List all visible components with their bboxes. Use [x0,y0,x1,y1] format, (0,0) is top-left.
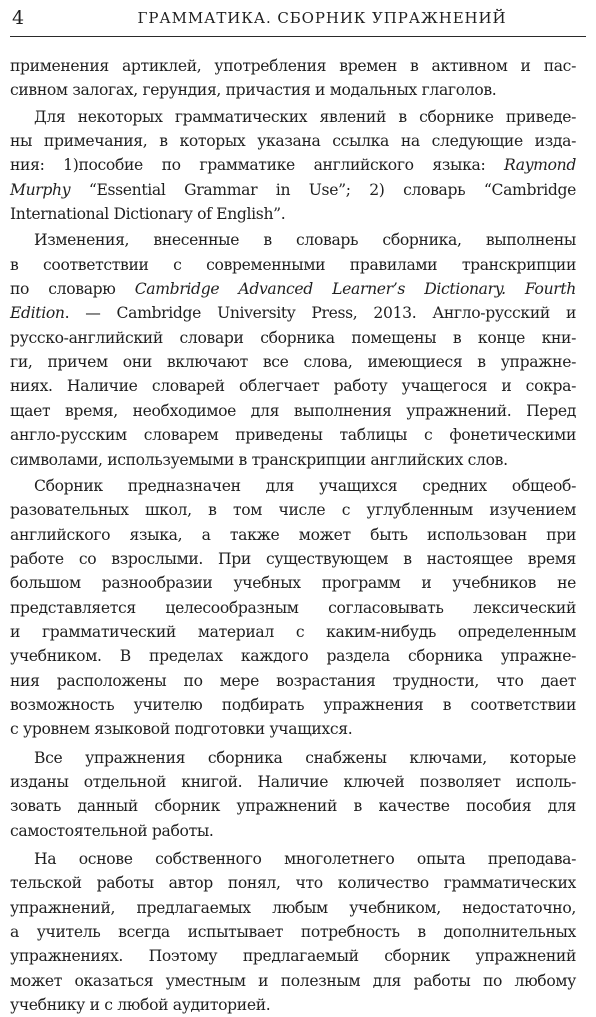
text-line: Murphy “Essential Grammar in Use”; 2) словарь “Cambridge [10,180,576,199]
text-line: ги, причем они включают все слова, имеющиеся в упражне- [10,353,576,372]
text-line: упражнений, предлагаемых любым учебником, недостаточно, [10,898,576,917]
text-line: Edition. — Cambridge University Press, 2013. Англо-русский и [10,304,576,323]
text-line: зовать данный сборник упражнений в качестве пособия для [10,797,576,816]
text-line: англо-русским словарем приведены таблицы с фонетическими [10,426,576,445]
text-line: International Dictionary of English”. [10,205,286,224]
text-line: большом разнообразии учебных программ и учебников не [10,574,576,593]
text-line: ниях. Наличие словарей облегчает работу учащегося и сокра- [10,377,576,396]
text-line: изданы отдельной книгой. Наличие ключей позволяет исполь- [10,772,576,791]
text-line: возможность учителю подбирать упражнения в соответствии [10,695,576,714]
text-line: и грамматический материал с каким-нибудь определенным [10,622,576,641]
text-line: щает время, необходимое для выполнения упражнений. Перед [10,401,576,420]
text-line: упражнениях. Поэтому предлагаемый сборник упражнений [10,947,576,966]
text-line: с уровнем языковой подготовки учащихся. [10,720,353,739]
running-title: ГРАММАТИКА. СБОРНИК УПРАЖНЕНИЙ [137,9,507,27]
text-line: учебнику и с любой аудиторией. [10,996,271,1015]
text-line: ния расположены по мере возрастания трудности, что дает [10,671,576,690]
text-line: Сборник предназначен для учащихся средних общеоб- [34,476,576,495]
text-line: по словарю Cambridge Advanced Learner’s Dictionary. Fourth [10,280,576,299]
text-line: в соответствии с современными правилами транскрипции [10,255,576,274]
text-line: символами, используемыми в транскрипции английских слов. [10,450,508,469]
text-line: Изменения, внесенные в словарь сборника, выполнены [34,231,576,250]
text-line: работе со взрослыми. При существующем в настоящее время [10,549,576,568]
text-line: а учитель всегда испытывает потребность в дополнительных [10,923,576,942]
text-line: ны примечания, в которых указана ссылка на следующие изда- [10,132,576,151]
text-line: Все упражнения сборника снабжены ключами, которые [34,748,576,767]
text-line: сивном залогах, герундия, причастия и модальных глаголов. [10,81,497,100]
text-line: представляется целесообразным согласовывать лексический [10,598,576,617]
text-line: самостоятельной работы. [10,821,214,840]
text-line: английского языка, а также может быть использован при [10,525,576,544]
page-number: 4 [12,7,25,29]
text-line: русско-английский словари сборника помещены в конце кни- [10,328,576,347]
text-line: тельской работы автор понял, что количество грамматических [10,874,576,893]
text-line: учебником. В пределах каждого раздела сборника упражне- [10,647,576,666]
text-line: может оказаться уместным и полезным для работы по любому [10,971,576,990]
running-header [10,6,586,37]
text-line: ния: 1)пособие по грамматике английского языка: Raymond [10,156,576,175]
text-line: На основе собственного многолетнего опыта преподава- [34,850,576,868]
text-line: применения артиклей, употребления времен в активном и пас- [10,57,576,75]
text-line: Для некоторых грамматических явлений в сборнике приведе- [34,107,576,126]
text-line: разовательных школ, в том числе с углубленным изучением [10,501,576,520]
body-text [10,54,576,1017]
